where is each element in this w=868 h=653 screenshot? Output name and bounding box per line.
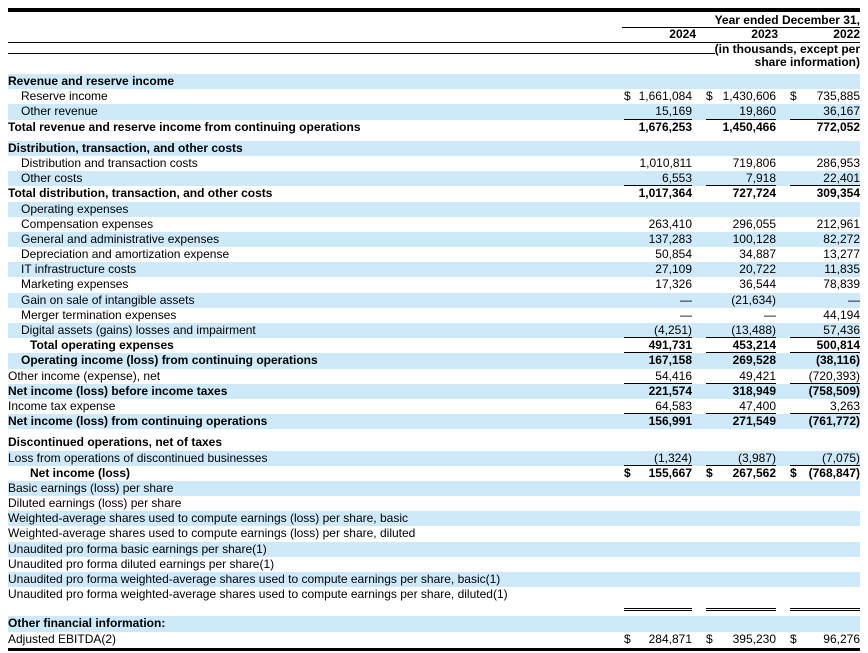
value-cell-2023 [706,308,776,323]
value-cell-2022 [790,435,860,450]
table-row [8,217,860,232]
row-label: Net income (loss) [30,465,131,480]
value-cell-2023 [706,186,776,201]
value-cell-2024 [624,323,692,338]
value-cell-2022 [790,247,860,262]
table-row [8,156,860,171]
row-label: Unaudited pro forma weighted-average shares used to compute earnings per share, basic(1) [8,572,501,586]
value-cell-2024 [624,232,692,247]
cell-value: 1,010,811 [639,155,692,170]
cell-value: 137,283 [648,231,692,246]
cell-value: 17,326 [655,277,692,292]
cell-value: (720,393) [808,368,860,383]
cell-value: 772,052 [816,119,860,134]
cell-value: (1,324) [653,450,692,465]
table-row [8,616,860,631]
cell-value: 19,860 [739,104,776,119]
row-label: Basic earnings (loss) per share [8,480,174,495]
row-label: Depreciation and amortization expense [21,247,230,262]
value-cell-2024 [624,572,692,587]
value-cell-2024 [624,435,692,450]
cell-value: 212,961 [816,216,860,231]
row-label: Weighted-average shares used to compute earnings (loss) per share, diluted [8,526,416,541]
table-row [8,262,860,277]
table-row [8,451,860,466]
value-cell-2022 [790,399,860,414]
value-cell-2024 [624,369,692,384]
cell-value: — [680,292,692,307]
value-cell-2024 [624,481,692,496]
cell-value: 1,661,084 [638,89,692,104]
row-label: Diluted earnings (loss) per share [8,496,182,511]
value-cell-2023 [706,572,776,587]
value-cell-2023 [706,323,776,338]
value-cell-2023 [706,616,776,631]
row-label: Weighted-average shares used to compute earnings (loss) per share, basic [8,511,408,526]
cell-value: 36,544 [739,277,776,292]
cell-value: 1,676,253 [638,119,692,134]
label-column-rule [8,43,715,54]
value-cell-2024 [624,89,692,104]
cell-value: 735,885 [816,89,860,104]
cell-value: 1,430,606 [722,89,776,104]
table-row [8,232,860,247]
value-cell-2022 [790,232,860,247]
cell-value: 11,835 [824,262,860,277]
value-cell-2022 [790,632,860,647]
cell-value: (758,509) [808,383,860,398]
cell-value: 156,991 [648,414,692,429]
cell-value: — [848,292,860,307]
top-rule [8,8,860,12]
cell-value: 34,887 [739,247,776,262]
value-cell-2023 [706,293,776,308]
cell-value: 284,871 [648,631,692,646]
value-cell-2022 [790,74,860,89]
dollar-sign: $ [706,631,713,646]
cell-value: 47,400 [739,398,776,413]
value-cell-2023 [706,496,776,511]
year-column-2022: 2022 [833,27,860,41]
value-cell-2023 [706,156,776,171]
cell-value: (4,251) [653,323,692,337]
cell-value: 7,918 [745,171,776,186]
value-cell-2022 [790,171,860,186]
double-rule-row [8,602,860,616]
year-header-spacer [8,28,614,41]
cell-value: 15,169 [655,104,692,119]
income-statement-table [8,74,860,647]
value-cell-2024 [624,616,692,631]
cell-value: (761,772) [808,414,860,429]
row-label: Net income (loss) before income taxes [8,383,228,398]
value-cell-2024 [624,217,692,232]
value-cell-2024 [624,526,692,541]
table-row [8,141,860,156]
table-row [8,466,860,481]
cell-value: 82,272 [823,231,860,246]
value-cell-2023 [706,171,776,186]
year-column-2023: 2023 [751,27,778,41]
value-cell-2023 [706,104,776,119]
value-cell-2022 [790,186,860,201]
cell-value: 1,017,364 [638,186,692,201]
value-cell-2024 [624,262,692,277]
double-rule-2024 [624,602,692,611]
value-cell-2022 [790,496,860,511]
cell-value: 57,436 [823,323,860,337]
row-label: Compensation expenses [21,216,154,231]
row-label: Adjusted EBITDA(2) [8,631,117,646]
value-cell-2024 [624,587,692,602]
value-cell-2024 [624,384,692,399]
cell-value: 1,450,466 [722,119,776,134]
table-row [8,104,860,119]
table-row [8,414,860,429]
cell-value: 296,055 [732,216,776,231]
double-rule-2022 [790,602,860,611]
value-cell-2023 [706,542,776,557]
cell-value: — [764,307,776,322]
value-cell-2023 [706,202,776,217]
value-cell-2022 [790,587,860,602]
cell-value: 155,667 [648,465,692,480]
row-label: Other costs [21,171,83,186]
cell-value: 13,277 [823,247,860,262]
cell-value: 50,854 [655,247,692,262]
value-cell-2023 [706,120,776,135]
units-note-line2: share information) [754,55,860,69]
row-label: Distribution, transaction, and other costs [8,140,243,155]
dollar-sign: $ [790,465,797,480]
value-cell-2024 [624,511,692,526]
cell-value: 49,421 [739,368,776,383]
value-cell-2024 [624,202,692,217]
value-cell-2023 [706,399,776,414]
value-cell-2024 [624,557,692,572]
value-cell-2022 [790,466,860,481]
table-row [8,353,860,368]
value-cell-2024 [624,104,692,119]
value-cell-2024 [624,293,692,308]
value-cell-2023 [706,217,776,232]
table-row [8,89,860,104]
table-row [8,496,860,511]
table-row [8,171,860,186]
cell-value: 395,230 [732,631,776,646]
bottom-rule [8,648,860,651]
value-cell-2023 [706,435,776,450]
value-cell-2023 [706,481,776,496]
table-row [8,74,860,89]
row-label: Reserve income [21,89,108,104]
row-label: Marketing expenses [21,277,129,292]
cell-value: 22,401 [823,171,860,186]
cell-value: 286,953 [816,155,860,170]
cell-value: 54,416 [655,368,692,383]
value-cell-2022 [790,202,860,217]
value-cell-2023 [706,511,776,526]
table-row [8,369,860,384]
period-label: Year ended December 31, [714,13,860,27]
row-label: Income tax expense [8,398,116,413]
value-cell-2022 [790,277,860,292]
value-cell-2023 [706,262,776,277]
row-label: General and administrative expenses [21,231,220,246]
table-row [8,481,860,496]
row-label: Discontinued operations, net of taxes [8,435,223,450]
value-cell-2024 [624,247,692,262]
value-cell-2022 [790,557,860,572]
value-cell-2023 [706,141,776,156]
row-label: Operating income (loss) from continuing operations [21,353,318,368]
cell-value: 453,214 [732,338,776,353]
cell-value: 44,194 [823,307,860,322]
dollar-sign: $ [790,631,797,646]
row-label: Loss from operations of discontinued businesses [8,450,268,465]
cell-value: 20,722 [739,262,776,277]
value-cell-2023 [706,369,776,384]
cell-value: 167,158 [648,353,692,368]
units-note-line1: (in thousands, except per [714,42,860,56]
row-label: IT infrastructure costs [21,262,137,277]
value-cell-2023 [706,557,776,572]
double-rule-2023 [706,602,776,611]
dollar-sign: $ [790,89,797,104]
cell-value: 719,806 [732,155,776,170]
value-cell-2022 [790,384,860,399]
value-cell-2022 [790,451,860,466]
table-row [8,572,860,587]
table-row [8,542,860,557]
cell-value: 727,724 [732,186,776,201]
cell-value: 269,528 [732,353,776,368]
financial-statement-page [8,8,860,651]
table-row [8,308,860,323]
cell-value: — [680,307,692,322]
value-cell-2024 [624,451,692,466]
table-row [8,338,860,353]
table-row [8,247,860,262]
table-row [8,323,860,338]
value-cell-2024 [624,399,692,414]
row-label: Gain on sale of intangible assets [21,292,195,307]
value-cell-2022 [790,572,860,587]
table-row [8,120,860,135]
value-cell-2022 [790,104,860,119]
dollar-sign: $ [624,89,631,104]
value-cell-2023 [706,89,776,104]
cell-value: (13,488) [731,323,776,337]
value-cell-2022 [790,353,860,368]
row-label: Merger termination expenses [21,307,177,322]
value-cell-2022 [790,369,860,384]
value-cell-2022 [790,323,860,338]
value-cell-2024 [624,308,692,323]
value-cell-2022 [790,511,860,526]
table-row [8,526,860,541]
value-cell-2023 [706,451,776,466]
cell-value: 309,354 [816,186,860,201]
value-cell-2022 [790,262,860,277]
value-cell-2024 [624,120,692,135]
value-cell-2024 [624,632,692,647]
cell-value: (3,987) [737,450,776,465]
row-label: Net income (loss) from continuing operations [8,414,268,429]
table-row [8,293,860,308]
row-label: Other revenue [21,104,98,119]
cell-value: 78,839 [823,277,860,292]
row-label: Distribution and transaction costs [21,155,198,170]
value-cell-2024 [624,466,692,481]
row-label: Total distribution, transaction, and other costs [8,186,273,201]
value-cell-2024 [624,353,692,368]
value-cell-2023 [706,74,776,89]
table-row [8,632,860,647]
value-cell-2022 [790,156,860,171]
cell-value: (768,847) [808,465,860,480]
value-cell-2024 [624,186,692,201]
value-cell-2024 [624,156,692,171]
cell-value: 263,410 [648,216,692,231]
cell-value: 96,276 [823,631,860,646]
row-label: Unaudited pro forma weighted-average shares used to compute earnings per share, diluted(1) [8,587,508,602]
dollar-sign: $ [706,89,713,104]
dollar-sign: $ [706,465,713,480]
value-cell-2022 [790,414,860,429]
units-note-row [8,43,860,69]
value-cell-2023 [706,632,776,647]
value-cell-2024 [624,171,692,186]
value-cell-2023 [706,353,776,368]
row-label: Unaudited pro forma diluted earnings per share(1) [8,556,275,571]
table-row [8,202,860,217]
cell-value: 500,814 [816,338,860,353]
year-header-row [8,28,860,41]
cell-value: 271,549 [732,414,776,429]
value-cell-2022 [790,120,860,135]
table-row [8,557,860,572]
value-cell-2024 [624,338,692,353]
table-row [8,399,860,414]
value-cell-2022 [790,542,860,557]
units-note [715,43,860,69]
value-cell-2022 [790,141,860,156]
row-label: Other income (expense), net [8,368,161,383]
cell-value: 36,167 [823,104,860,119]
value-cell-2022 [790,481,860,496]
value-cell-2023 [706,466,776,481]
value-cell-2022 [790,526,860,541]
cell-value: 27,109 [655,262,692,277]
row-label: Revenue and reserve income [8,74,175,88]
cell-value: (7,075) [821,450,860,465]
value-cell-2024 [624,542,692,557]
value-cell-2023 [706,338,776,353]
table-row [8,186,860,201]
value-cell-2022 [790,293,860,308]
cell-value: 491,731 [648,338,692,353]
cell-value: 318,949 [732,383,776,398]
cell-value: 267,562 [732,465,776,480]
row-label: Total operating expenses [30,338,174,353]
value-cell-2024 [624,74,692,89]
value-cell-2024 [624,496,692,511]
value-cell-2022 [790,89,860,104]
value-cell-2022 [790,338,860,353]
value-cell-2023 [706,384,776,399]
value-cell-2023 [706,232,776,247]
table-row [8,384,860,399]
value-cell-2023 [706,247,776,262]
table-row [8,277,860,292]
value-cell-2023 [706,277,776,292]
dollar-sign: $ [624,631,631,646]
value-cell-2022 [790,308,860,323]
row-label: Operating expenses [21,201,129,216]
cell-value: 6,553 [661,171,692,186]
year-column-2024: 2024 [669,27,696,41]
cell-value: 3,263 [829,398,860,413]
value-cell-2023 [706,414,776,429]
value-cell-2022 [790,217,860,232]
value-cell-2024 [624,141,692,156]
value-cell-2024 [624,414,692,429]
cell-value: (38,116) [815,353,860,368]
cell-value: (21,634) [731,292,776,307]
row-label: Other financial information: [8,616,166,631]
row-label: Digital assets (gains) losses and impairment [21,323,256,337]
dollar-sign: $ [624,465,631,480]
table-row [8,435,860,450]
row-label: Unaudited pro forma basic earnings per share(1) [8,541,267,556]
value-cell-2022 [790,616,860,631]
value-cell-2023 [706,526,776,541]
value-cell-2023 [706,587,776,602]
row-label: Total revenue and reserve income from continuing operations [8,119,361,134]
cell-value: 100,128 [732,231,776,246]
cell-value: 64,583 [655,398,692,413]
value-cell-2024 [624,277,692,292]
table-row [8,587,860,602]
cell-value: 221,574 [648,383,692,398]
table-row [8,511,860,526]
